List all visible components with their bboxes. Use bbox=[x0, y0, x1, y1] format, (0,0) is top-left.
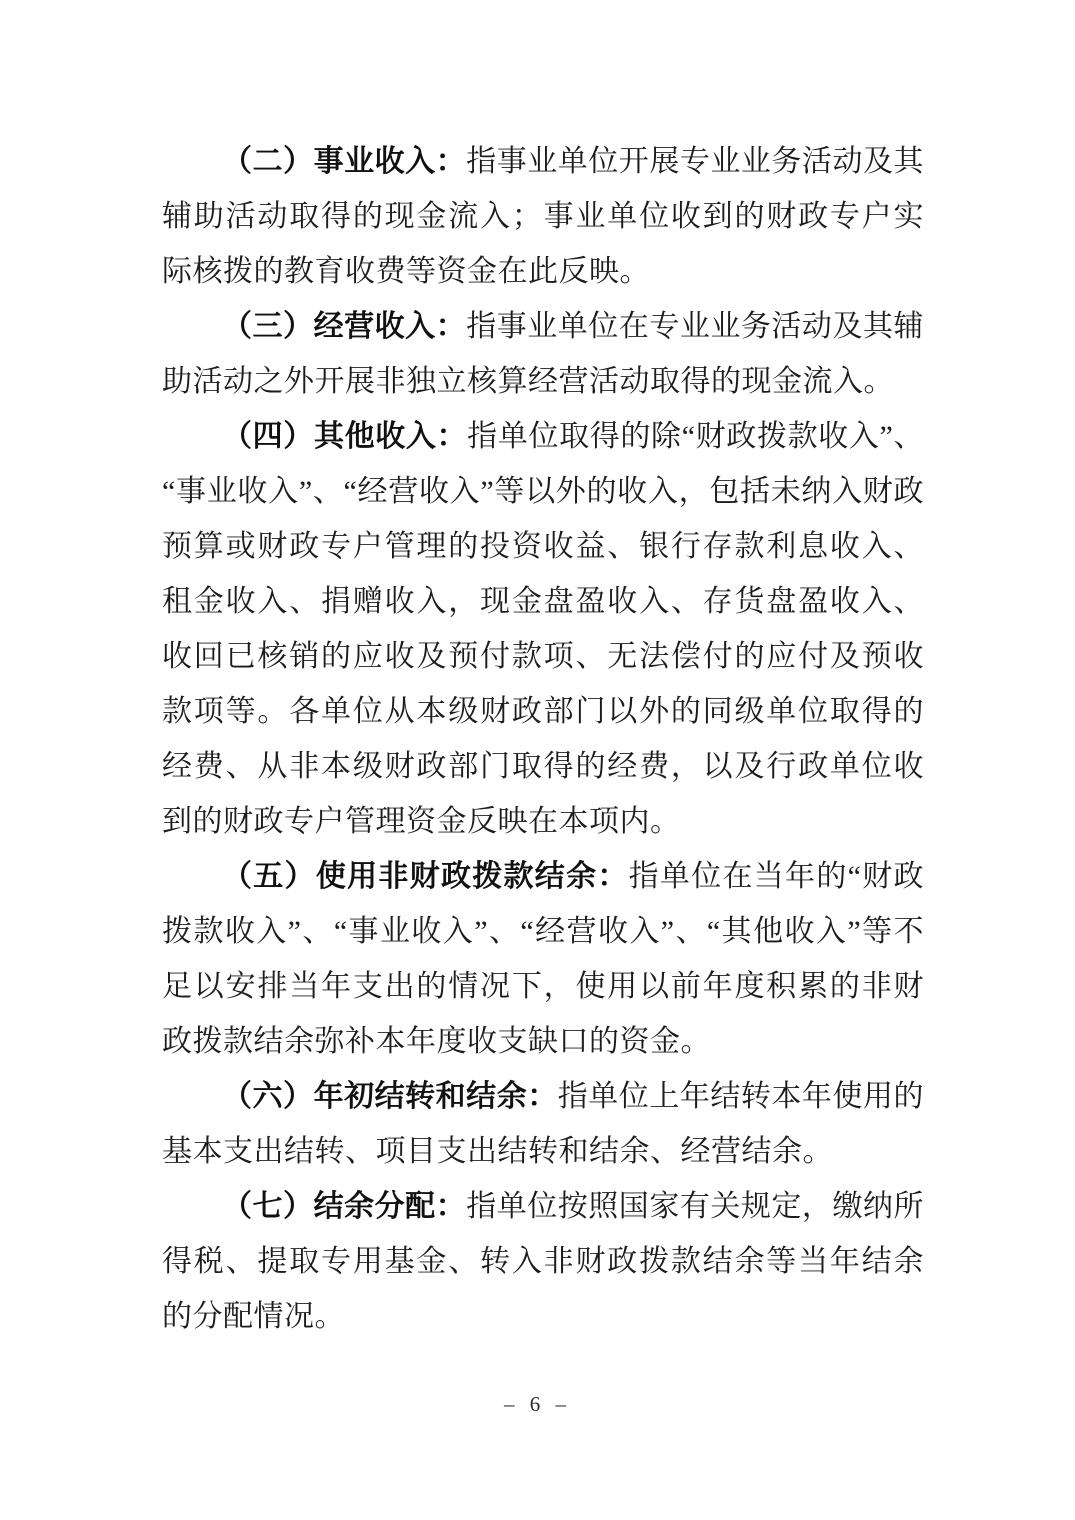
paragraph-heading: （二）事业收入： bbox=[222, 145, 467, 178]
paragraph-body: 指单位在当年的“财政拨款收入”、“事业收入”、“经营收入”、“其他收入”等不足以安排当年支出的情况下，使用以前年度积累的非财政拨款结余弥补本年度收支缺口的资金。 bbox=[162, 860, 924, 1058]
page-number: – 6 – bbox=[504, 1392, 571, 1416]
paragraph-body: 指单位取得的除“财政拨款收入”、“事业收入”、“经营收入”等以外的收入，包括未纳入财政预算或财政专户管理的投资收益、银行存款利息收入、租金收入、捐赠收入，现金盘盈收入、存货盘盈收入、收回已核销的应收及预付款项、无法偿付的应付及预收款项等。各单位从本级财政部门以外的同级单位取得的经费、从非本级财政部门取得的经费，以及行政单位收到的财政专户管理资金反映在本项内。 bbox=[162, 420, 924, 838]
paragraph-body: 指单位上年结转本年使用的基本支出结转、项目支出结转和结余、经营结余。 bbox=[162, 1080, 924, 1168]
paragraph-nianchu-jiezhuan-he-jieyu bbox=[162, 1069, 924, 1179]
paragraph-heading: （四）其他收入： bbox=[222, 420, 468, 453]
paragraph-heading: （六）年初结转和结余： bbox=[222, 1080, 558, 1113]
paragraph-heading: （五）使用非财政拨款结余： bbox=[222, 860, 629, 893]
paragraph-jingying-shouru bbox=[162, 299, 924, 409]
paragraph-shiyong-fei-caizheng-bokuan-jieyu bbox=[162, 849, 924, 1069]
paragraph-body: 指事业单位开展专业业务活动及其辅助活动取得的现金流入；事业单位收到的财政专户实际核拨的教育收费等资金在此反映。 bbox=[162, 145, 925, 288]
paragraph-body: 指单位按照国家有关规定，缴纳所得税、提取专用基金、转入非财政拨款结余等当年结余的分配情况。 bbox=[162, 1190, 925, 1333]
paragraph-jieyu-fenpei bbox=[162, 1179, 924, 1344]
paragraph-heading: （三）经营收入： bbox=[222, 310, 467, 343]
paragraph-body: 指事业单位在专业业务活动及其辅助活动之外开展非独立核算经营活动取得的现金流入。 bbox=[162, 310, 925, 398]
paragraph-qita-shouru bbox=[162, 409, 924, 849]
paragraph-heading: （七）结余分配： bbox=[222, 1190, 467, 1223]
paragraph-shiye-shouru bbox=[162, 134, 924, 299]
document-content bbox=[162, 134, 924, 1344]
